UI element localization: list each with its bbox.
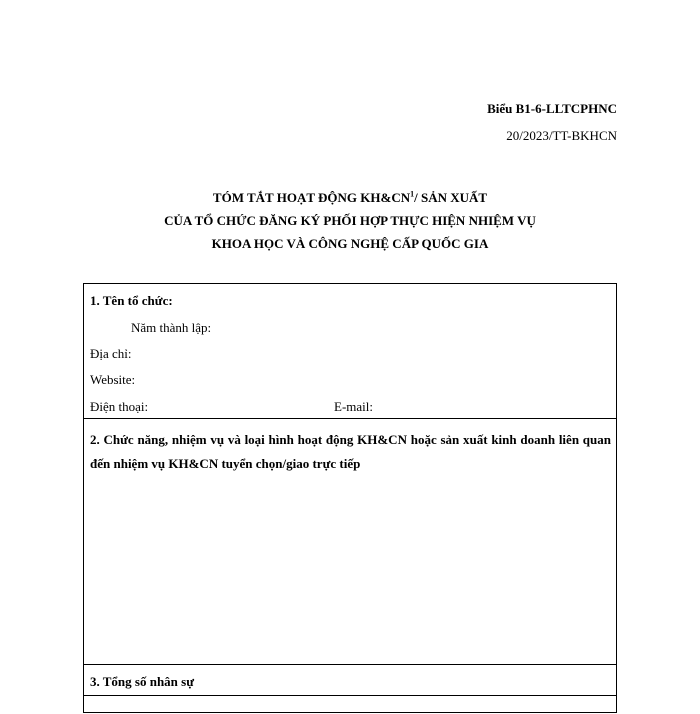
title-line-1 (0, 186, 700, 209)
staff-heading: 3. Tổng số nhân sự (90, 674, 195, 689)
form-table (83, 283, 617, 713)
form-reference: 20/2023/TT-BKHCN (506, 128, 617, 143)
footnote-marker: 1 (410, 189, 415, 199)
address-label: Địa chỉ: (90, 346, 132, 361)
functions-heading: 2. Chức năng, nhiệm vụ và loại hình hoạt động KH&CN hoặc sản xuất kinh doanh liên quan đến nhiệm vụ KH&CN tuyển chọn/giao trực tiếp (90, 432, 611, 471)
section-organization-info (84, 284, 616, 418)
document-title (0, 186, 700, 255)
phone-label: Điện thoại: (90, 399, 149, 414)
title-line-1-main: TÓM TẮT HOẠT ĐỘNG KH&CN (212, 190, 411, 205)
title-line-2: CỦA TỔ CHỨC ĐĂNG KÝ PHỐI HỢP THỰC HIỆN NHIỆM VỤ (164, 213, 536, 228)
email-label: E-mail: (334, 399, 373, 414)
section-staff (84, 664, 616, 714)
section-functions (84, 418, 616, 664)
title-line-1-rest: / SẢN XUẤT (414, 190, 488, 205)
organization-name-label: 1. Tên tổ chức: (90, 293, 173, 308)
founded-year-label: Năm thành lập: (131, 320, 212, 335)
form-code: Biểu B1-6-LLTCPHNC (487, 101, 617, 116)
website-label: Website: (90, 372, 136, 387)
section-divider (84, 695, 616, 696)
title-line-3: KHOA HỌC VÀ CÔNG NGHỆ CẤP QUỐC GIA (211, 236, 489, 251)
